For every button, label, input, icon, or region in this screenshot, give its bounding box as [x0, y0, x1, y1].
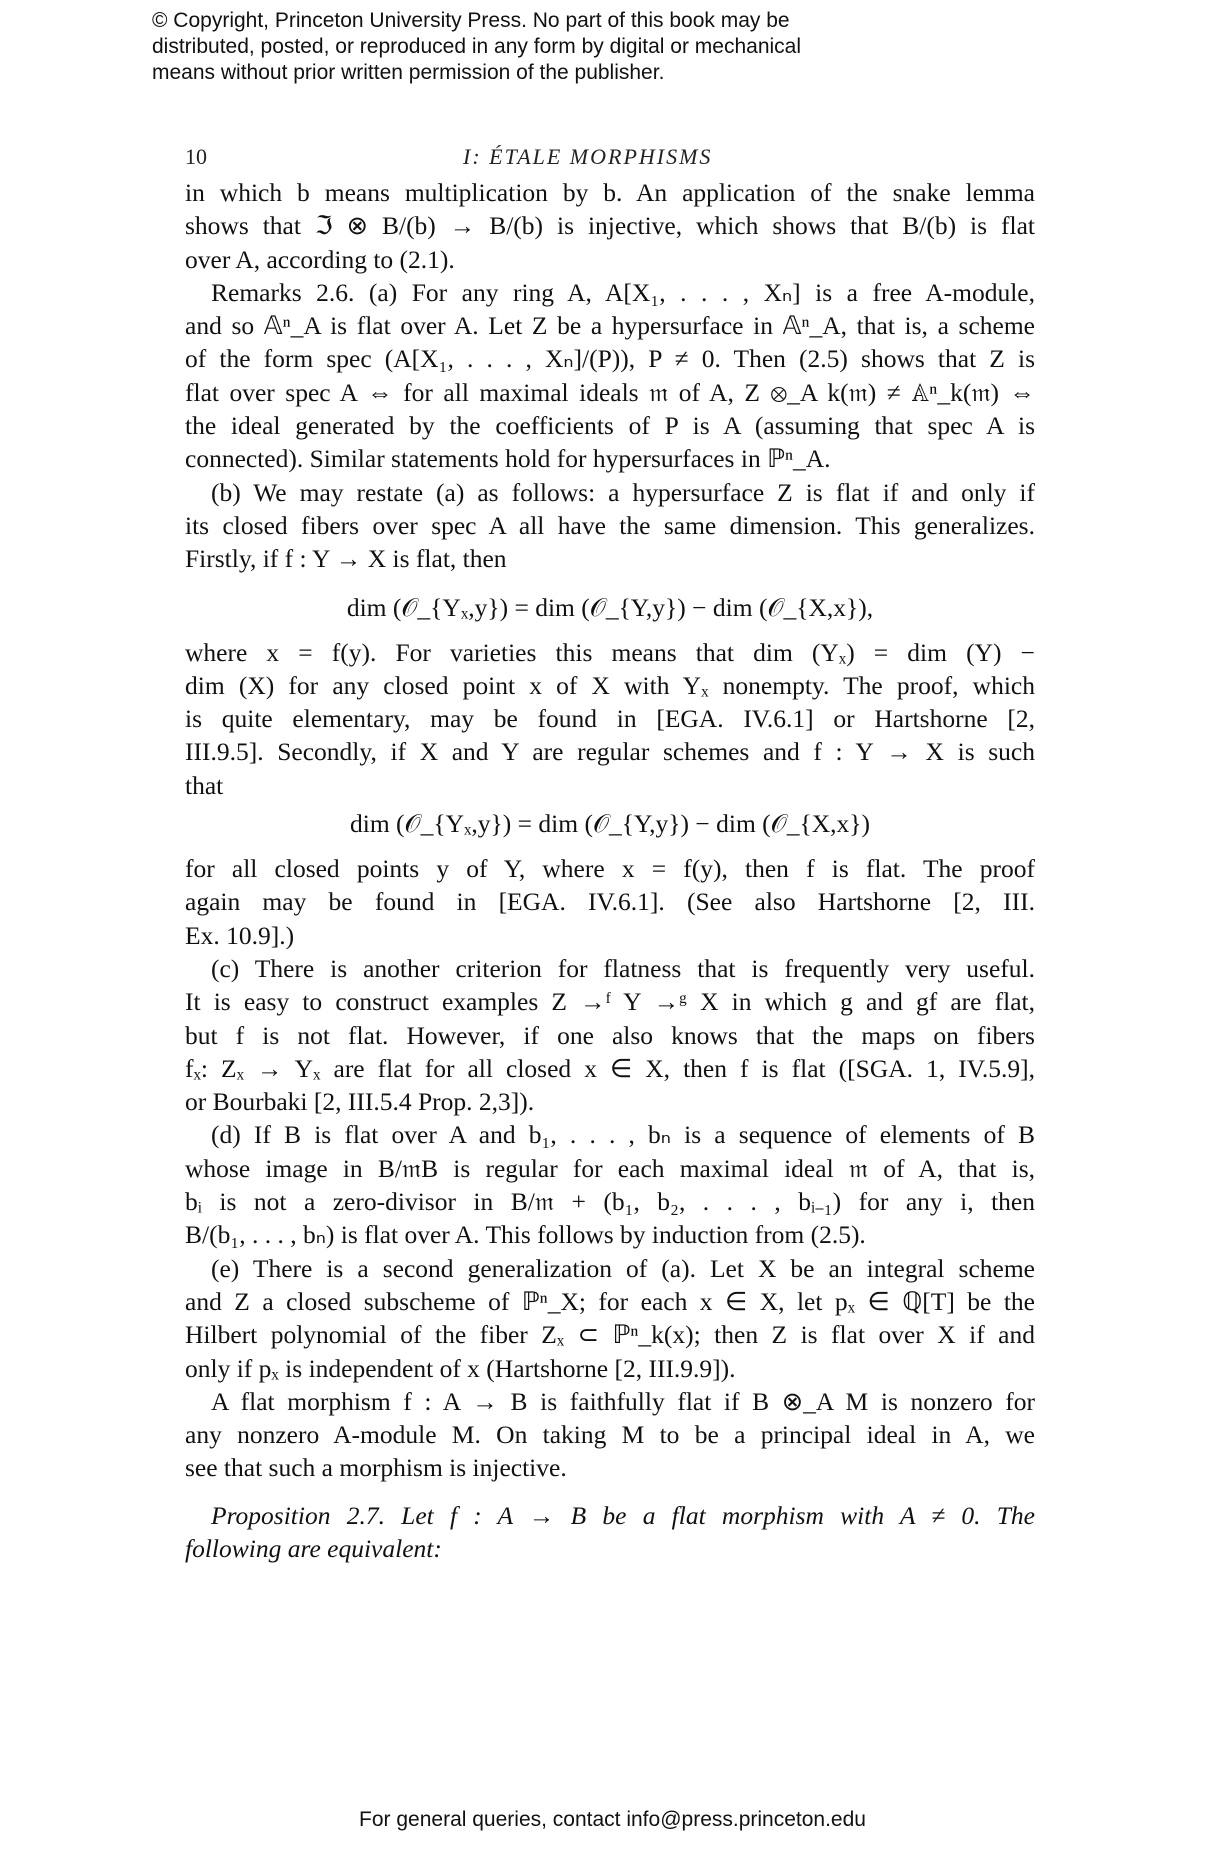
text-line: B/(b₁, . . . , bₙ) is flat over A. This follows by induction from (2.5). [185, 1220, 866, 1250]
display-equation: dim (𝒪_{Yₓ,y}) = dim (𝒪_{Y,y}) − dim (𝒪_{X,x}), [346, 592, 874, 622]
text-line: bᵢ is not a zero-divisor in B/𝔪 + (b₁, b₂, . . . , bᵢ₋₁) for any i, then [185, 1187, 1035, 1217]
text-line: A flat morphism f : A → B is faithfully flat if B ⊗_A M is nonzero for [211, 1386, 1035, 1416]
text-line: for all closed points y of Y, where x = f(y), then f is flat. The proof [185, 854, 1035, 884]
text-line: over A, according to (2.1). [185, 244, 455, 274]
text-line: the ideal generated by the coefficients of P is A (assuming that spec A is [185, 411, 1035, 441]
text-line: see that such a morphism is injective. [185, 1453, 567, 1483]
text-line: its closed fibers over spec A all have the same dimension. This generalizes. [185, 510, 1035, 540]
text-line: dim (X) for any closed point x of X with Yₓ nonempty. The proof, which [185, 670, 1035, 700]
copyright-notice [152, 8, 1052, 86]
remarks-heading-line: Remarks 2.6. (a) For any ring A, A[X₁, . . . , Xₙ] is a free A-module, [211, 277, 1035, 307]
display-equation: dim (𝒪_{Yₓ,y}) = dim (𝒪_{Y,y}) − dim (𝒪_{X,x}) [350, 809, 870, 839]
running-head [185, 142, 1035, 176]
footer-contact: For general queries, contact info@press.princeton.edu [359, 1808, 866, 1831]
text-line: and Z a closed subscheme of ℙⁿ_X; for each x ∈ X, let pₓ ∈ ℚ[T] be the [185, 1286, 1035, 1316]
text-line: III.9.5]. Secondly, if X and Y are regular schemes and f : Y → X is such [185, 737, 1035, 767]
body-text [185, 176, 1035, 1565]
text-line: It is easy to construct examples Z →ᶠ Y →ᵍ X in which g and gf are flat, [185, 987, 1035, 1017]
text-line: Hilbert polynomial of the fiber Zₓ ⊂ ℙⁿ_k(x); then Z is flat over X if and [185, 1320, 1035, 1350]
text-line: or Bourbaki [2, III.5.4 Prop. 2,3]). [185, 1087, 535, 1117]
chapter-title: I: ÉTALE MORPHISMS [463, 144, 713, 169]
copyright-line: distributed, posted, or reproduced in any form by digital or mechanical [152, 35, 802, 58]
text-line: again may be found in [EGA. IV.6.1]. (See also Hartshorne [2, III. [185, 887, 1035, 917]
text-line: Ex. 10.9].) [185, 920, 295, 950]
text-line: flat over spec A ⇔ for all maximal ideals 𝔪 of A, Z ⊗_A k(𝔪) ≠ 𝔸ⁿ_k(𝔪) ⇔ [185, 377, 1035, 407]
text-line: of the form spec (A[X₁, . . . , Xₙ]/(P)), P ≠ 0. Then (2.5) shows that Z is [185, 344, 1035, 374]
text-line: whose image in B/𝔪B is regular for each maximal ideal 𝔪 of A, that is, [185, 1153, 1035, 1183]
text-line: (c) There is another criterion for flatness that is frequently very useful. [211, 953, 1035, 983]
text-line: but f is not flat. However, if one also knows that the maps on fibers [185, 1020, 1035, 1050]
text-line: (b) We may restate (a) as follows: a hypersurface Z is flat if and only if [211, 477, 1035, 507]
proposition-line: following are equivalent: [185, 1533, 442, 1563]
text-line: and so 𝔸ⁿ_A is flat over A. Let Z be a hypersurface in 𝔸ⁿ_A, that is, a scheme [185, 311, 1035, 341]
text-line: that [185, 770, 224, 800]
text-line: is quite elementary, may be found in [EGA. IV.6.1] or Hartshorne [2, [185, 704, 1035, 734]
copyright-line: © Copyright, Princeton University Press. No part of this book may be [152, 9, 790, 32]
text-line: (d) If B is flat over A and b₁, . . . , bₙ is a sequence of elements of B [211, 1120, 1035, 1150]
text-line: where x = f(y). For varieties this means that dim (Yₓ) = dim (Y) − [185, 637, 1035, 667]
text-line: Firstly, if f : Y → X is flat, then [185, 544, 507, 574]
copyright-line: means without prior written permission of the publisher. [152, 61, 665, 84]
text-line: (e) There is a second generalization of (a). Let X be an integral scheme [211, 1253, 1035, 1283]
proposition-line: Proposition 2.7. Let f : A → B be a flat morphism with A ≠ 0. The [211, 1500, 1035, 1530]
page-number: 10 [185, 144, 207, 169]
text-line: only if pₓ is independent of x (Hartshorne [2, III.9.9]). [185, 1353, 736, 1383]
text-line: any nonzero A-module M. On taking M to be a principal ideal in A, we [185, 1420, 1035, 1450]
text-line: in which b means multiplication by b. An application of the snake lemma [185, 178, 1035, 207]
text-line: shows that ℑ ⊗ B/(b) → B/(b) is injective, which shows that B/(b) is flat [185, 211, 1035, 241]
text-line: fₓ: Zₓ → Yₓ are flat for all closed x ∈ X, then f is flat ([SGA. 1, IV.5.9], [185, 1053, 1035, 1083]
text-line: connected). Similar statements hold for hypersurfaces in ℙⁿ_A. [185, 444, 831, 474]
